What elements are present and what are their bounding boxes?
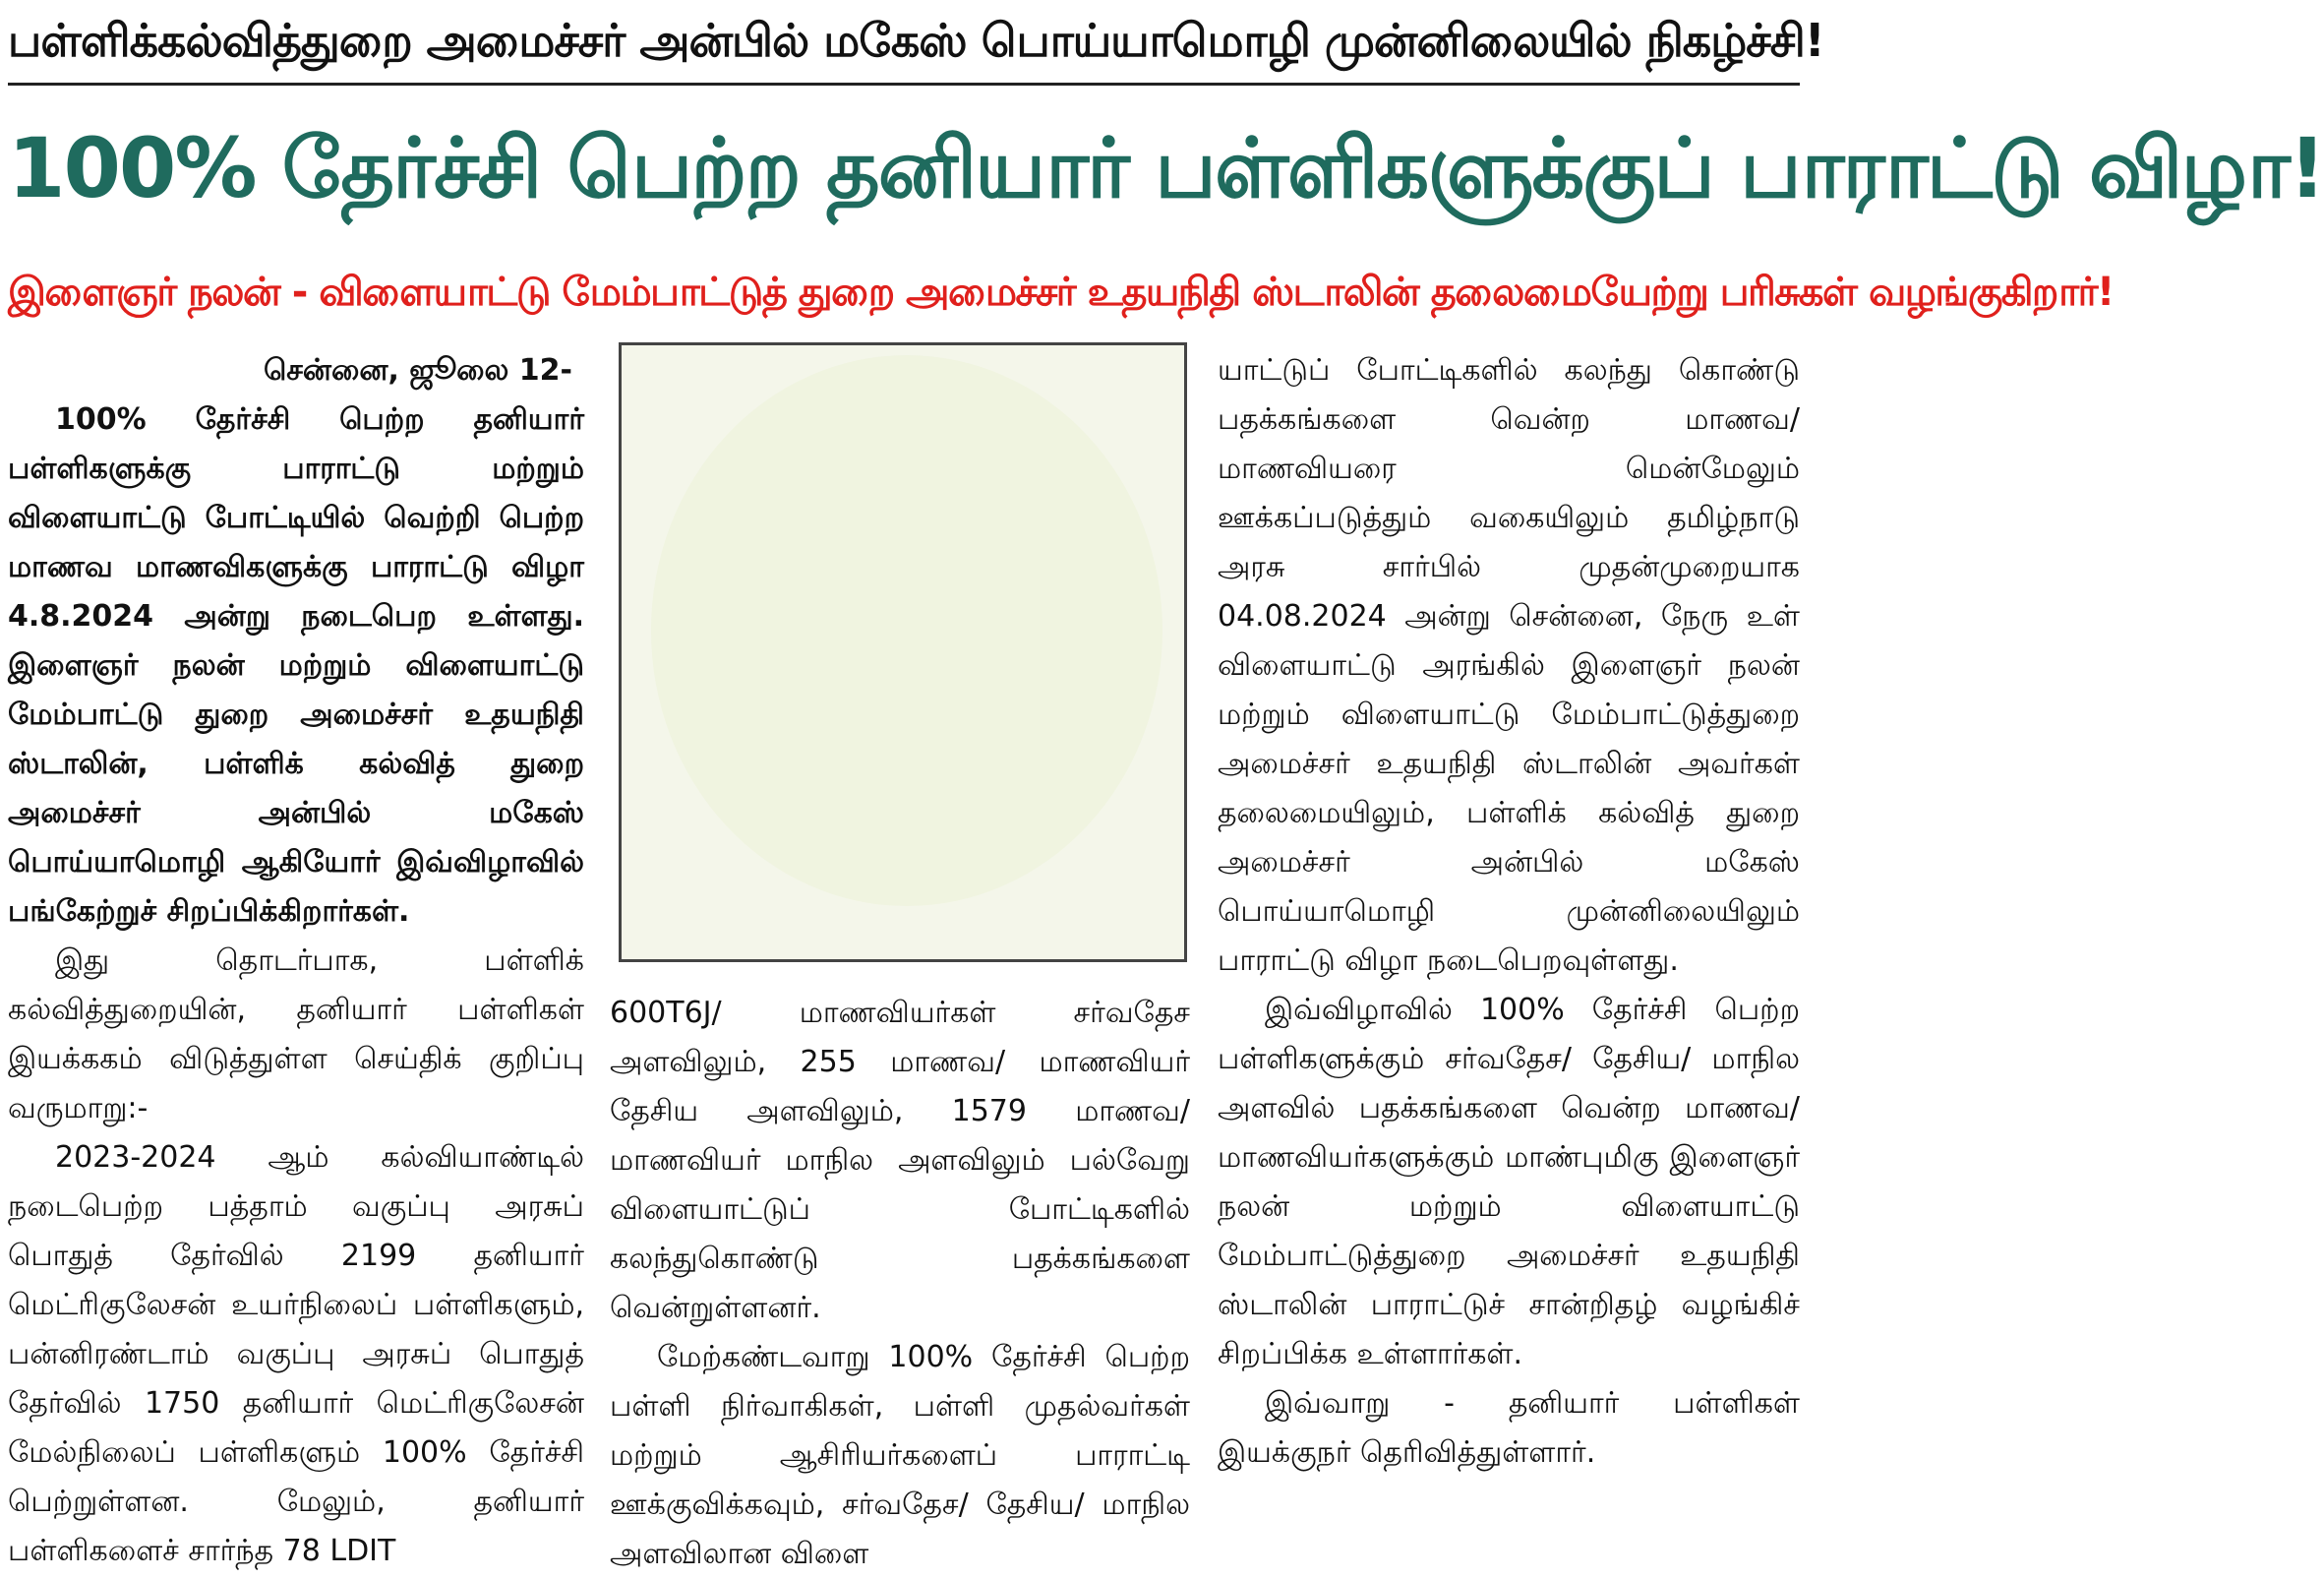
body-paragraph: 2023-2024 ஆம் கல்வியாண்டில் நடைபெற்ற பத்தாம் வகுப்பு அரசுப் பொதுத் தேர்வில் 2199 தனியார் மெட்ரிகுலேசன் உயர்நிலைப் பள்ளிகளும், பன்னிரண்டாம் வகுப்பு அரசுப் பொதுத் தேர்வில் 1750 தனியார் மெட்ரிகுலேசன் மேல்நிலைப் பள்ளிகளும் 100% தேர்ச்சி பெற்றுள்ளன. மேலும், தனியார் பள்ளிகளைச் சார்ந்த 78 LDIT	[8, 1140, 584, 1568]
body-paragraph: 600T6J/ மாணவியர்கள் சர்வதேச அளவிலும், 255 மாணவ/ மாணவியர் தேசிய அளவிலும், 1579 மாணவ/ மாணவியர் மாநில அளவிலும் பல்வேறு விளையாட்டுப் போட்டிகளில் கலந்துகொண்டு பதக்கங்களை வென்றுள்ளனர்.	[610, 996, 1190, 1325]
dateline: சென்னை, ஜூலை 12-	[263, 353, 572, 388]
kicker-divider	[8, 83, 1800, 86]
portrait-photo-placeholder	[622, 345, 1184, 959]
portrait-photo	[619, 342, 1187, 962]
article-column-3	[1218, 346, 1800, 1478]
sub-headline: இளைஞர் நலன் - விளையாட்டு மேம்பாட்டுத் துறை அமைச்சர் உதயநிதி ஸ்டாலின் தலைமையேற்று பரிசுகள் வழங்குகிறார்!	[8, 270, 2114, 315]
main-headline: 100% தேர்ச்சி பெற்ற தனியார் பள்ளிகளுக்குப் பாராட்டு விழா!	[8, 120, 2324, 216]
body-paragraph: இவ்விழாவில் 100% தேர்ச்சி பெற்ற பள்ளிகளுக்கும் சர்வதேச/ தேசிய/ மாநில அளவில் பதக்கங்களை வென்ற மாணவ/ மாணவியர்களுக்கும் மாண்புமிகு இளைஞர் நலன் மற்றும் விளையாட்டு மேம்பாட்டுத்துறை அமைச்சர் உதயநிதி ஸ்டாலின் பாராட்டுச் சான்றிதழ் வழங்கிச் சிறப்பிக்க உள்ளார்கள்.	[1218, 993, 1800, 1371]
body-paragraph: யாட்டுப் போட்டிகளில் கலந்து கொண்டு பதக்கங்களை வென்ற மாணவ/மாணவியரை மென்மேலும் ஊக்கப்படுத்தும் வகையிலும் தமிழ்நாடு அரசு சார்பில் முதன்முறையாக 04.08.2024 அன்று சென்னை, நேரு உள் விளையாட்டு அரங்கில் இளைஞர் நலன் மற்றும் விளையாட்டு மேம்பாட்டுத்துறை அமைச்சர் உதயநிதி ஸ்டாலின் அவர்கள் தலைமையிலும், பள்ளிக் கல்வித் துறை அமைச்சர் அன்பில் மகேஸ் பொய்யாமொழி முன்னிலையிலும் பாராட்டு விழா நடைபெறவுள்ளது.	[1218, 353, 1800, 978]
article-column-1	[8, 346, 584, 1576]
body-paragraph: மேற்கண்டவாறு 100% தேர்ச்சி பெற்ற பள்ளி நிர்வாகிகள், பள்ளி முதல்வர்கள் மற்றும் ஆசிரியர்களைப் பாராட்டி ஊக்குவிக்கவும், சர்வதேச/ தேசிய/ மாநில அளவிலான விளை	[610, 1340, 1190, 1571]
kicker-headline: பள்ளிக்கல்வித்துறை அமைச்சர் அன்பில் மகேஸ் பொய்யாமொழி முன்னிலையில் நிகழ்ச்சி!	[8, 14, 1824, 67]
body-paragraph: இது தொடர்பாக, பள்ளிக் கல்வித்துறையின், தனியார் பள்ளிகள் இயக்ககம் விடுத்துள்ள செய்திக் குறிப்பு வருமாறு:-	[8, 943, 584, 1125]
lead-paragraph: 100% தேர்ச்சி பெற்ற தனியார் பள்ளிகளுக்கு பாராட்டு மற்றும் விளையாட்டு போட்டியில் வெற்றி பெற்ற மாணவ மாணவிகளுக்கு பாராட்டு விழா 4.8.2024 அன்று நடைபெற உள்ளது. இளைஞர் நலன் மற்றும் விளையாட்டு மேம்பாட்டு துறை அமைச்சர் உதயநிதி ஸ்டாலின், பள்ளிக் கல்வித் துறை அமைச்சர் அன்பில் மகேஸ் பொய்யாமொழி ஆகியோர் இவ்விழாவில் பங்கேற்றுச் சிறப்பிக்கிறார்கள்.	[8, 402, 584, 929]
article-column-2	[610, 989, 1190, 1579]
body-paragraph: இவ்வாறு - தனியார் பள்ளிகள் இயக்குநர் தெரிவித்துள்ளார்.	[1218, 1386, 1800, 1470]
